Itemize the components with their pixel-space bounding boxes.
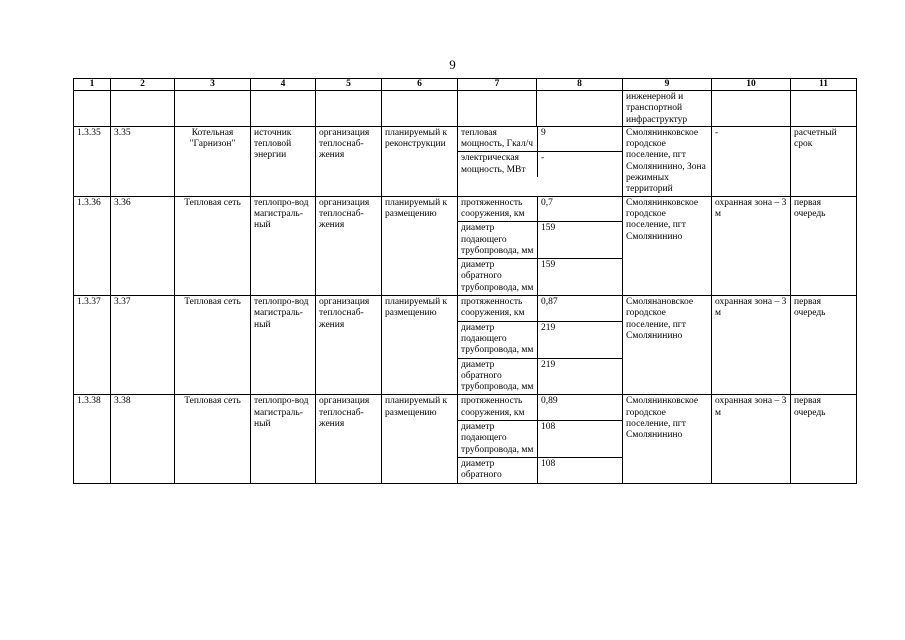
parameter-row xyxy=(458,359,622,395)
parameter-name: протяженность сооружения, км xyxy=(458,197,538,222)
parameter-value: 0,89 xyxy=(541,396,558,407)
parameters-cell xyxy=(458,395,623,483)
zone-cell: - xyxy=(712,126,791,196)
parameter-value: 108 xyxy=(541,422,556,433)
parameter-value: 159 xyxy=(541,223,556,234)
header-cell: 4 xyxy=(251,79,316,91)
row-number-cell: 1.3.36 xyxy=(74,196,111,295)
parameter-row xyxy=(458,197,622,223)
parameter-value: 159 xyxy=(541,260,556,271)
term-cell: первая очередь xyxy=(791,296,857,395)
header-cell: 1 xyxy=(74,79,111,91)
parameter-row xyxy=(458,322,622,359)
parameter-row xyxy=(458,296,622,322)
row-number-cell: 1.3.37 xyxy=(74,296,111,395)
parameter-value: - xyxy=(541,153,545,164)
continuation-row xyxy=(74,91,857,127)
header-cell: 7 xyxy=(458,79,537,91)
status-cell: планируемый к размещению xyxy=(382,395,458,483)
parameter-value: 108 xyxy=(541,458,556,469)
header-cell: 2 xyxy=(111,79,175,91)
parameter-name: диаметр подающего трубопровода, мм xyxy=(458,421,538,457)
parameter-row xyxy=(458,458,622,483)
object-name-cell: Котельная "Гарнизон" xyxy=(175,126,251,196)
parameters-cell xyxy=(458,126,623,196)
location-cell: Смолянинковское городское поселение, пгт Смолянинино xyxy=(623,196,712,295)
parameter-name: протяженность сооружения, км xyxy=(458,395,538,420)
header-cell: 10 xyxy=(712,79,791,91)
parameter-name: электрическая мощность, МВт xyxy=(458,152,538,177)
object-name-cell: Тепловая сеть xyxy=(175,296,251,395)
zone-cell: охранная зона – 3 м xyxy=(712,196,791,295)
object-type-cell: теплопро-вод магистраль-ный xyxy=(251,296,316,395)
location-cell: Смолянановское городское поселение, пгт Смолянинино xyxy=(623,296,712,395)
page-number: 9 xyxy=(449,57,456,72)
parameter-row xyxy=(458,127,622,153)
object-type-cell: теплопро-вод магистраль-ный xyxy=(251,196,316,295)
purpose-cell: организация теплоснаб-жения xyxy=(316,196,382,295)
term-cell: расчетный срок xyxy=(791,126,857,196)
object-name-cell: Тепловая сеть xyxy=(175,196,251,295)
location-cell: Смолянинковское городское поселение, пгт Смолянинино, Зона режимных территорий xyxy=(623,126,712,196)
zone-cell: охранная зона – 3 м xyxy=(712,296,791,395)
parameter-name: диаметр обратного трубопровода, мм xyxy=(458,359,538,395)
parameter-name: диаметр подающего трубопровода, мм xyxy=(458,322,538,358)
parameter-name: тепловая мощность, Гкал/ч xyxy=(458,127,538,152)
object-code-cell: 3.36 xyxy=(111,196,175,295)
parameter-name: диаметр подающего трубопровода, мм xyxy=(458,222,538,258)
status-cell: планируемый к реконструкции xyxy=(382,126,458,196)
header-cell: 3 xyxy=(175,79,251,91)
header-cell: 5 xyxy=(316,79,382,91)
table-row xyxy=(74,126,857,196)
parameter-name: протяженность сооружения, км xyxy=(458,296,538,321)
parameters-cell xyxy=(458,296,623,395)
header-row xyxy=(74,79,857,91)
parameters-cell xyxy=(458,196,623,295)
objects-table xyxy=(73,78,857,484)
object-code-cell: 3.38 xyxy=(111,395,175,483)
parameter-value: 219 xyxy=(541,322,556,333)
term-cell: первая очередь xyxy=(791,196,857,295)
parameter-value: 9 xyxy=(541,127,546,138)
parameter-value: 0,7 xyxy=(541,197,553,208)
location-cell: Смолянинковское городское поселение, пгт Смолянинино xyxy=(623,395,712,483)
table-row xyxy=(74,395,857,483)
location-cell: инженерной и транспортной инфраструктур xyxy=(623,91,712,127)
parameter-name: диаметр обратного xyxy=(458,458,538,483)
object-type-cell: теплопро-вод магистраль-ный xyxy=(251,395,316,483)
parameter-row xyxy=(458,152,622,177)
parameter-row xyxy=(458,421,622,458)
object-code-cell: 3.37 xyxy=(111,296,175,395)
parameter-row xyxy=(458,395,622,421)
term-cell: первая очередь xyxy=(791,395,857,483)
purpose-cell: организация теплоснаб-жения xyxy=(316,296,382,395)
object-type-cell: источник тепловой энергии xyxy=(251,126,316,196)
header-cell: 11 xyxy=(791,79,857,91)
header-cell: 6 xyxy=(382,79,458,91)
parameter-name: диаметр обратного трубопровода, мм xyxy=(458,259,538,295)
row-number-cell: 1.3.38 xyxy=(74,395,111,483)
status-cell: планируемый к размещению xyxy=(382,296,458,395)
zone-cell: охранная зона – 3 м xyxy=(712,395,791,483)
purpose-cell: организация теплоснаб-жения xyxy=(316,126,382,196)
object-code-cell: 3.35 xyxy=(111,126,175,196)
table-row xyxy=(74,196,857,295)
parameter-row xyxy=(458,259,622,295)
table-row xyxy=(74,296,857,395)
parameter-row xyxy=(458,222,622,259)
row-number-cell: 1.3.35 xyxy=(74,126,111,196)
purpose-cell: организация теплоснаб-жения xyxy=(316,395,382,483)
status-cell: планируемый к размещению xyxy=(382,196,458,295)
header-cell: 9 xyxy=(623,79,712,91)
object-name-cell: Тепловая сеть xyxy=(175,395,251,483)
parameter-value: 219 xyxy=(541,359,556,370)
parameter-value: 0,87 xyxy=(541,297,558,308)
header-cell: 8 xyxy=(537,79,623,91)
